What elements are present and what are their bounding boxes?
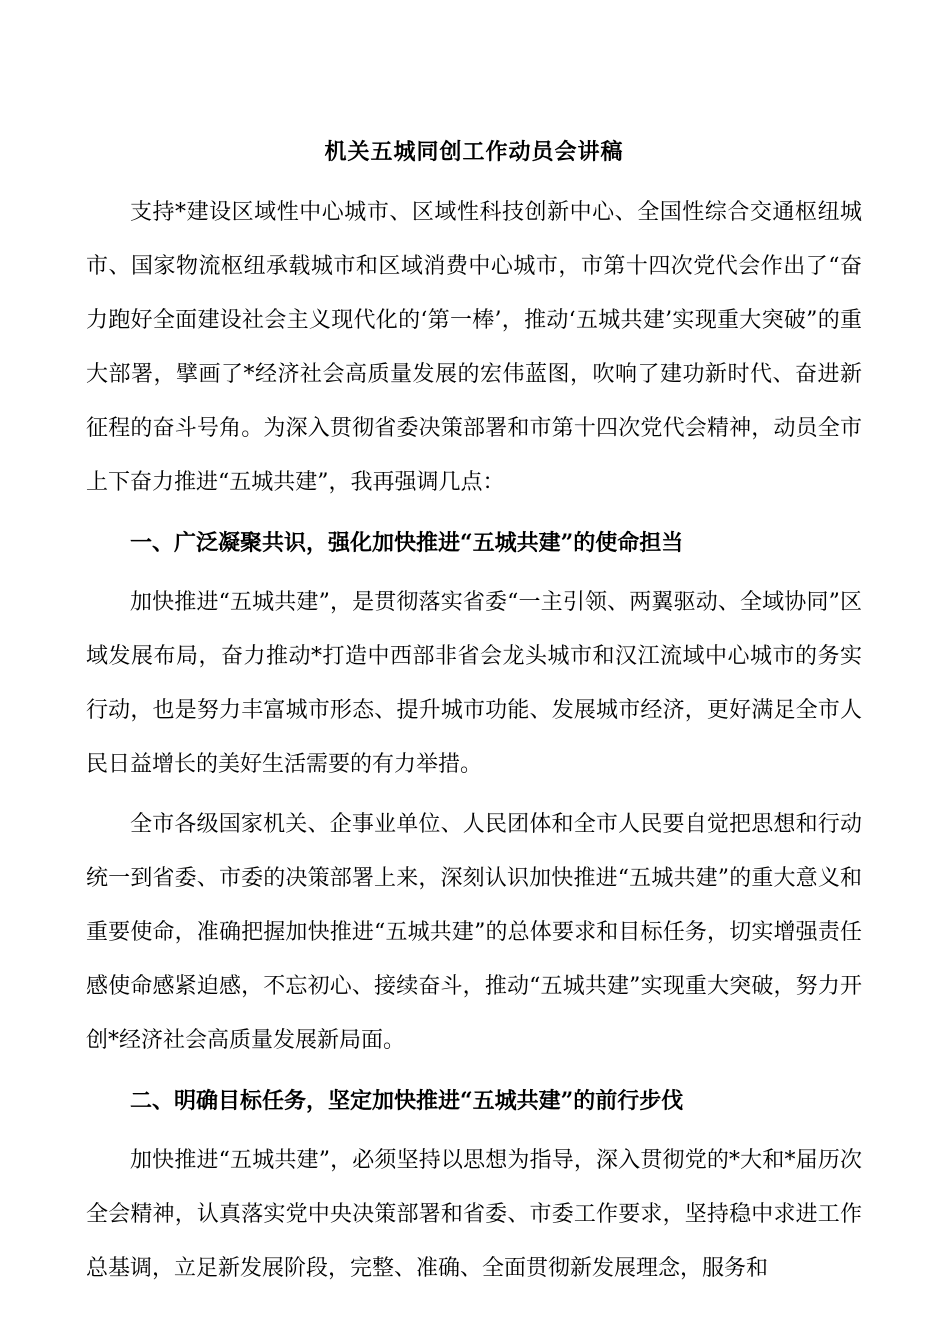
section-heading-1: 一、广泛凝聚共识，强化加快推进“五城共建”的使命担当 [130, 530, 684, 556]
document-page [86, 132, 862, 1302]
paragraph-section1-b: 全市各级国家机关、企事业单位、人民团体和全市人民要自觉把思想和行动统一到省委、市委的决策部署上来，深刻认识加快推进“五城共建”的重大意义和重要使命，准确把握加快推进“五城共建”的总体要求和目标任务，切实增强责任感使命感紧迫感，不忘初心、接续奋斗，推动“五城共建”实现重大突破，努力开创*经济社会高质量发展新局面。 [86, 812, 862, 1053]
paragraph-intro: 支持*建设区域性中心城市、区域性科技创新中心、全国性综合交通枢纽城市、国家物流枢纽承载城市和区域消费中心城市，市第十四次党代会作出了“奋力跑好全面建设社会主义现代化的‘第一棒’，推动‘五城共建’实现重大突破”的重大部署，擘画了*经济社会高质量发展的宏伟蓝图，吹响了建功新时代、奋进新征程的奋斗号角。为深入贯彻省委决策部署和市第十四次党代会精神，动员全市上下奋力推进“五城共建”，我再强调几点： [86, 200, 862, 495]
paragraph-section1-a: 加快推进“五城共建”，是贯彻落实省委“一主引领、两翼驱动、全域协同”区域发展布局，奋力推动*打造中西部非省会龙头城市和汉江流域中心城市的务实行动，也是努力丰富城市形态、提升城市功能、发展城市经济，更好满足全市人民日益增长的美好生活需要的有力举措。 [86, 590, 862, 777]
section-heading-2: 二、明确目标任务，坚定加快推进“五城共建”的前行步伐 [130, 1088, 684, 1114]
document-title: 机关五城同创工作动员会讲稿 [324, 139, 624, 165]
paragraph-section2-a: 加快推进“五城共建”，必须坚持以思想为指导，深入贯彻党的*大和*届历次全会精神，认真落实党中央决策部署和省委、市委工作要求，坚持稳中求进工作总基调，立足新发展阶段，完整、准确、全面贯彻新发展理念，服务和 [86, 1148, 862, 1281]
